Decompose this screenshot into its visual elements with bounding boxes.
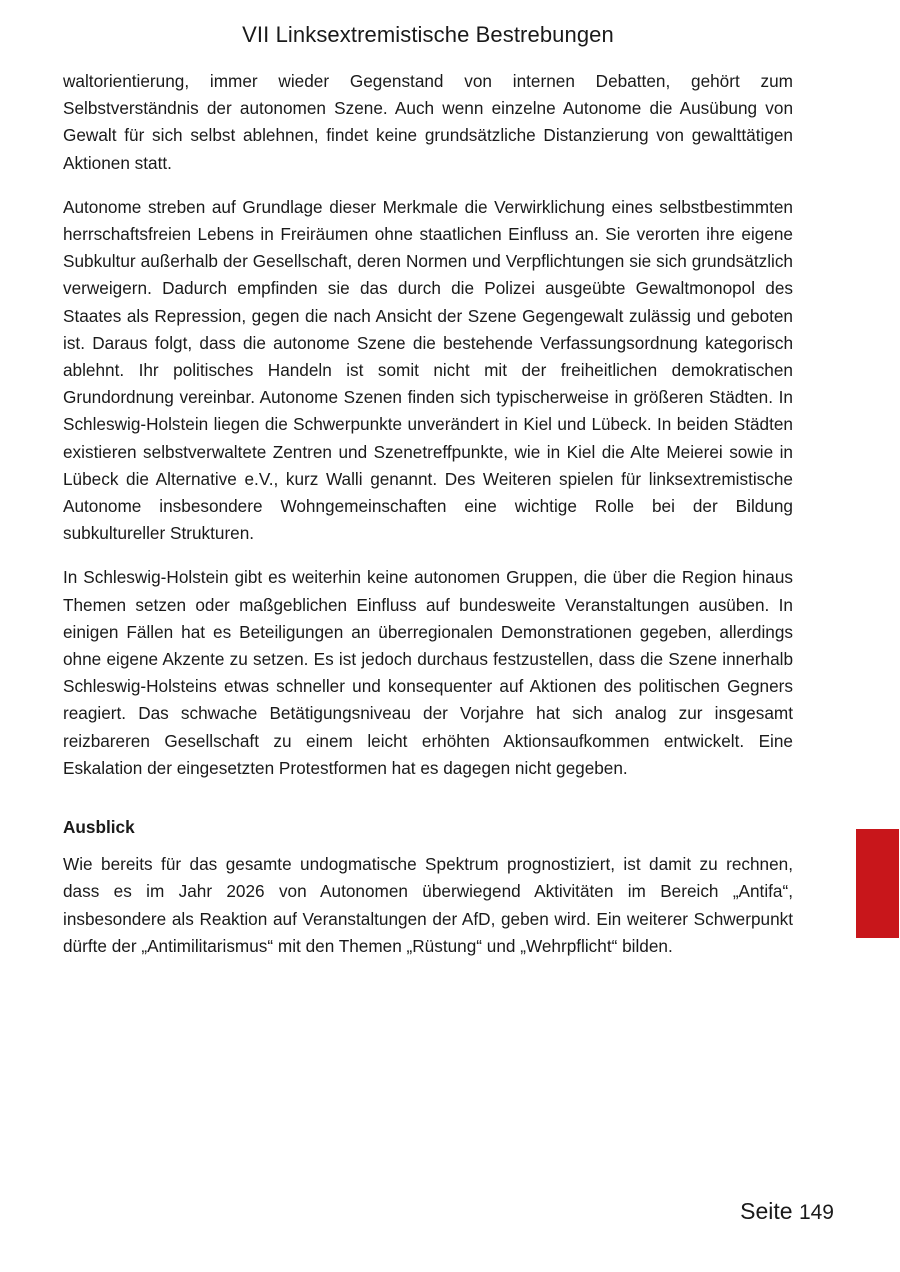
section-heading-ausblick: Ausblick [63, 817, 135, 838]
chapter-marker-tab [856, 829, 899, 938]
running-head-title: VII Linksextremistische Bestrebungen [242, 22, 614, 47]
body-paragraph: In Schleswig-Holstein gibt es weiterhin keine autonomen Gruppen, die über die Region hinaus Themen setzen oder maßgeblichen Einfluss auf bundesweite Veranstaltungen ausüben. In einigen Fällen hat es Beteiligungen an überregionalen Demonstrationen gegeben, allerdings ohne eigene Akzente zu setzen. Es ist jedoch durchaus festzustellen, dass die Szene innerhalb Schleswig-Holsteins etwas schneller und konsequenter auf Aktionen des politischen Gegners reagiert. Das schwache Betätigungsniveau der Vorjahre hat sich analog zur insgesamt reizbareren Gesellschaft zu einem leicht erhöhten Aktionsaufkommen entwickelt. Eine Eskalation der eingesetzten Protestformen hat es dagegen nicht gegeben. [63, 567, 793, 778]
outlook-paragraph: Wie bereits für das gesamte undogmatische Spektrum prognostiziert, ist damit zu rechnen, dass es im Jahr 2026 von Autonomen überwiegend Aktivitäten im Bereich „Antifa“, insbesondere als Reaktion auf Veranstaltungen der AfD, geben wird. Ein weiterer Schwerpunkt dürfte der „Antimilitarismus“ mit den Themen „Rüstung“ und „Wehrpflicht“ bilden. [63, 854, 793, 956]
page-number-value: 149 [798, 1201, 834, 1224]
page-label: Seite [740, 1198, 793, 1224]
page-number [740, 1198, 834, 1225]
body-paragraph: waltorientierung, immer wieder Gegenstand von internen Debatten, gehört zum Selbstverständnis der autonomen Szene. Auch wenn einzelne Autonome die Ausübung von Gewalt für sich selbst ablehnen, findet keine grundsätzliche Distanzierung von gewalttätigen Aktionen statt. [63, 71, 793, 173]
main-text [63, 68, 793, 960]
body-paragraph: Autonome streben auf Grundlage dieser Merkmale die Verwirklichung eines selbstbestimmten herrschaftsfreien Lebens in Freiräumen ohne staatlichen Einfluss an. Sie verorten ihre eigene Subkultur außerhalb der Gesellschaft, deren Normen und Verpflichtungen sie sich grundsätzlich verweigern. Dadurch empfinden sie das durch die Polizei ausgeübte Gewaltmonopol des Staates als Repression, gegen die nach Ansicht der Szene Gegengewalt zulässig und geboten ist. Daraus folgt, dass die autonome Szene die bestehende Verfassungsordnung kategorisch ablehnt. Ihr politisches Handeln ist somit nicht mit der freiheitlichen demokratischen Grundordnung vereinbar. Autonome Szenen finden sich typischerweise in größeren Städten. In Schleswig-Holstein liegen die Schwerpunkte unverändert in Kiel und Lübeck. In beiden Städten existieren selbstverwaltete Zentren und Szenetreffpunkte, wie in Kiel die Alte Meierei sowie in Lübeck die Alternative e.V., kurz Walli genannt. Des Weiteren spielen für linksextremistische Autonome insbesondere Wohngemeinschaften eine wichtige Rolle bei der Bildung subkultureller Strukturen. [63, 196, 793, 544]
